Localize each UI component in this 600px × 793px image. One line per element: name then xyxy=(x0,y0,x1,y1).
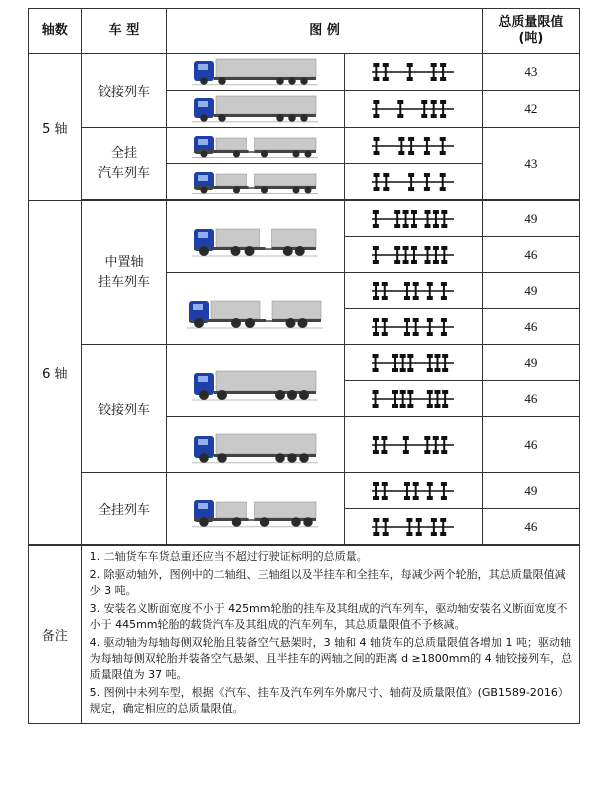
axle-diagram xyxy=(344,381,482,417)
type-6-center-axle xyxy=(81,201,167,345)
limit-value: 43 xyxy=(482,128,579,200)
note-item: 1. 二轴货车车货总重还应当不超过行驶证标明的总质量。 xyxy=(89,550,368,563)
header-limit-line2: (吨) xyxy=(518,31,544,46)
axle-diagram-icon xyxy=(368,352,458,374)
axle-diagram xyxy=(344,473,482,509)
axle-diagram xyxy=(344,509,482,545)
note-item: 4. 驱动轴为每轴每侧双轮胎且装备空气悬架时，3 轴和 4 轴货车的总质量限值各增加 1 吨；驱动轴为每轴每侧双轮胎并装备空气悬架、且半挂车的两轴之间的距离 d ≥1800mm的 4 轴铰接列车，总质量限值为 37 吨。 xyxy=(89,636,573,681)
limit-value: 49 xyxy=(482,273,579,309)
truck-image xyxy=(167,201,344,273)
axle-label-5: 5 轴 xyxy=(29,54,82,201)
truck-image xyxy=(167,473,344,545)
limit-value: 49 xyxy=(482,473,579,509)
header-row xyxy=(29,9,580,54)
axle-diagram-icon xyxy=(368,516,458,538)
full-trailer-truck-icon xyxy=(190,132,320,160)
semi-trailer-truck-icon xyxy=(190,361,320,401)
semi-trailer-truck-icon xyxy=(190,57,320,87)
axle-label-6: 6 轴 xyxy=(29,201,82,545)
axle-diagram-icon xyxy=(368,61,458,83)
axle-diagram xyxy=(344,201,482,237)
axle-diagram-icon xyxy=(368,244,458,266)
weight-limit-table-container xyxy=(28,8,580,724)
truck-image xyxy=(167,128,344,164)
weight-limit-table xyxy=(28,8,580,724)
axle-diagram-icon xyxy=(368,388,458,410)
full-trailer-truck-icon xyxy=(190,168,320,196)
axle-diagram-icon xyxy=(368,171,458,193)
axle-diagram xyxy=(344,237,482,273)
axle-diagram xyxy=(344,273,482,309)
center-axle-trailer-truck-icon xyxy=(190,217,320,257)
type-6-full-trailer: 全挂列车 xyxy=(81,473,167,545)
limit-value: 43 xyxy=(482,54,579,91)
truck-image xyxy=(167,91,344,128)
type-label-line1: 中置轴 xyxy=(104,254,144,270)
type-5-full-trailer xyxy=(81,128,167,200)
truck-image xyxy=(167,345,344,417)
limit-value: 42 xyxy=(482,91,579,128)
axle-diagram xyxy=(344,345,482,381)
axle-diagram xyxy=(344,309,482,345)
type-label-line2: 汽车列车 xyxy=(97,165,150,181)
axle-diagram xyxy=(344,128,482,164)
type-label-line1: 全挂 xyxy=(110,145,137,161)
limit-value: 46 xyxy=(482,309,579,345)
limit-value: 49 xyxy=(482,345,579,381)
note-item: 2. 除驱动轴外，图例中的二轴组、三轴组以及半挂车和全挂车，每减少两个轮胎，其总质量限值减少 3 吨。 xyxy=(89,568,566,597)
type-6-articulated: 铰接列车 xyxy=(81,345,167,473)
header-limit xyxy=(482,9,579,54)
type-5-articulated: 铰接列车 xyxy=(81,54,167,128)
limit-value: 46 xyxy=(482,417,579,473)
notes-label: 备注 xyxy=(29,546,82,724)
note-item: 5. 图例中未列车型，根据《汽车、挂车及汽车列车外廓尺寸、轴荷及质量限值》(GB1589-2016）规定，确定相应的总质量限值。 xyxy=(89,686,569,715)
truck-image xyxy=(167,54,344,91)
axle-diagram-icon xyxy=(368,98,458,120)
header-limit-line1: 总质量限值 xyxy=(498,15,564,30)
semi-trailer-truck-icon xyxy=(190,426,320,464)
axle-diagram-icon xyxy=(368,280,458,302)
center-axle-trailer-truck-icon xyxy=(185,289,325,329)
type-label-line2: 挂车列车 xyxy=(97,274,150,290)
axle-diagram-icon xyxy=(368,135,458,157)
header-axles: 轴数 xyxy=(29,9,82,54)
limit-value: 46 xyxy=(482,509,579,545)
truck-image xyxy=(167,273,344,345)
note-item: 3. 安装名义断面宽度不小于 425mm轮胎的挂车及其组成的汽车列车，驱动轴安装名义断面宽度不小于 445mm轮胎的载货汽车及其组成的汽车列车，其总质量限值不予核减。 xyxy=(89,602,568,631)
semi-trailer-truck-icon xyxy=(190,94,320,124)
axle-diagram-icon xyxy=(368,434,458,456)
limit-value: 46 xyxy=(482,237,579,273)
truck-image xyxy=(167,417,344,473)
axle-diagram-icon xyxy=(368,316,458,338)
axle-diagram xyxy=(344,417,482,473)
truck-image xyxy=(167,164,344,200)
header-vehicle-type: 车 型 xyxy=(81,9,167,54)
axle-diagram xyxy=(344,164,482,200)
header-diagram: 图 例 xyxy=(167,9,483,54)
axle-diagram xyxy=(344,91,482,128)
axle-diagram xyxy=(344,54,482,91)
limit-value: 49 xyxy=(482,201,579,237)
limit-value: 46 xyxy=(482,381,579,417)
notes-cell xyxy=(81,546,579,724)
full-trailer-truck-icon xyxy=(190,490,320,528)
axle-diagram-icon xyxy=(368,208,458,230)
axle-diagram-icon xyxy=(368,480,458,502)
